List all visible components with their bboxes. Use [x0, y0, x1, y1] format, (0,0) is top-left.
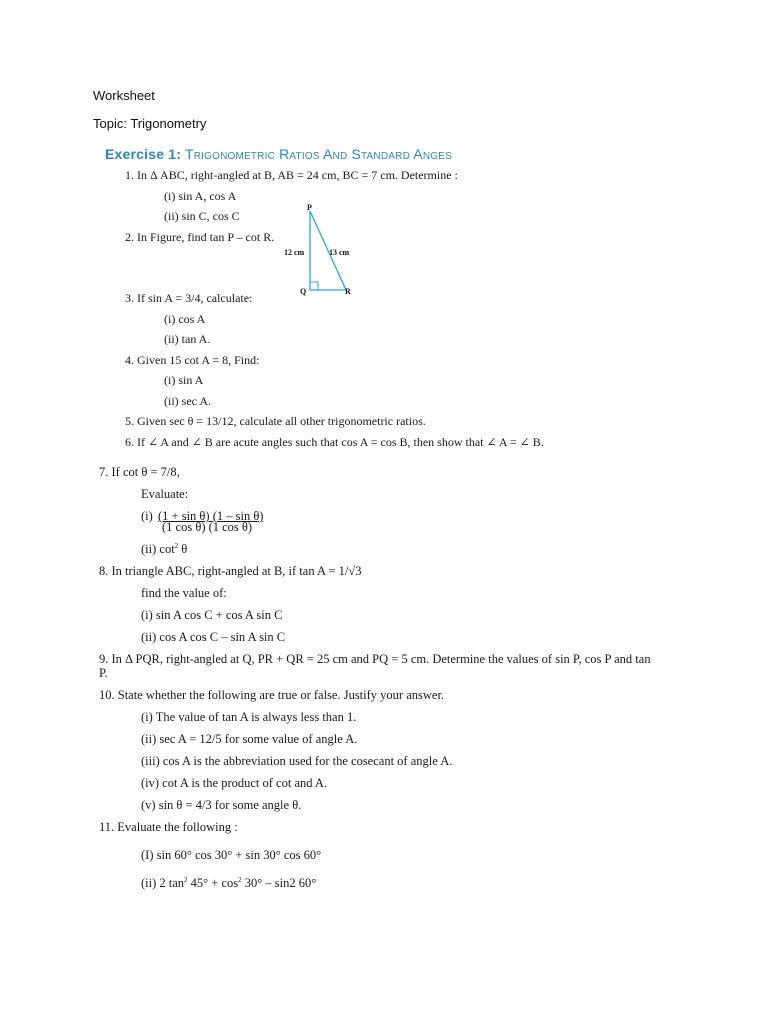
worksheet-title: Worksheet	[93, 88, 155, 103]
side-pq-label: 12 cm	[284, 248, 305, 257]
question-7-ii-text: (ii) cot	[141, 542, 175, 557]
question-4-ii: (ii) sec A.	[164, 394, 211, 408]
question-4-i: (i) sin A	[164, 373, 204, 387]
question-7-ii-theta: θ	[178, 542, 188, 557]
question-10-v: (v) sin θ = 4/3 for some angle θ.	[141, 798, 302, 812]
question-1-i: (i) sin A, cos A	[164, 189, 237, 203]
question-11-ii-part-c: 30° – sin2 60°	[241, 876, 317, 891]
question-3-i: (i) cos A	[164, 312, 206, 326]
question-10-i: (i) The value of tan A is always less than 1.	[141, 710, 357, 724]
question-8-ii: (ii) cos A cos C – sin A sin C	[141, 630, 286, 644]
question-6: 6. If ∠ A and ∠ B are acute angles such that cos A = cos B, then show that ∠ A = ∠ B.	[125, 435, 544, 449]
question-8-i: (i) sin A cos C + cos A sin C	[141, 608, 283, 622]
topic-line: Topic: Trigonometry	[93, 116, 207, 131]
vertex-q-label: Q	[300, 287, 307, 296]
question-7-i-numerator: (1 + sin θ) (1 – sin θ)	[158, 509, 264, 523]
question-11-ii-superscript-2: 2	[238, 876, 242, 884]
question-8-find: find the value of:	[141, 586, 227, 600]
question-3: 3. If sin A = 3/4, calculate:	[125, 291, 253, 305]
question-7-ii-superscript: 2	[174, 542, 179, 550]
question-7-evaluate: Evaluate:	[141, 487, 189, 501]
vertex-p-label: P	[307, 203, 312, 212]
question-10-iv: (iv) cot A is the product of cot and A.	[141, 776, 328, 790]
question-11-ii-part-b: 45° + cos	[187, 876, 239, 891]
question-7-i-denominator: (1 cos θ) (1 cos θ)	[162, 520, 253, 534]
question-9: 9. In Δ PQR, right-angled at Q, PR + QR = 25 cm and PQ = 5 cm. Determine the values of sin P, cos P and tan P.	[99, 652, 651, 680]
question-10: 10. State whether the following are true or false. Justify your answer.	[99, 688, 445, 702]
question-1: 1. In Δ ABC, right-angled at B, AB = 24 cm, BC = 7 cm. Determine :	[125, 168, 458, 182]
question-5: 5. Given sec θ = 13/12, calculate all other trigonometric ratios.	[125, 414, 426, 428]
right-angle-marker	[310, 282, 318, 290]
exercise-title: Trigonometric Ratios And Standard Anges	[184, 146, 452, 162]
triangle-figure	[280, 200, 370, 300]
question-7-i-label: (i)	[141, 509, 153, 523]
question-4: 4. Given 15 cot A = 8, Find:	[125, 353, 260, 367]
exercise-heading	[105, 146, 452, 162]
question-11-ii	[141, 876, 316, 891]
question-1-ii: (ii) sin C, cos C	[164, 209, 240, 223]
side-pr-label: 13 cm	[329, 248, 350, 257]
question-8: 8. In triangle ABC, right-angled at B, if tan A = 1/√3	[99, 564, 362, 578]
question-7: 7. If cot θ = 7/8,	[99, 465, 180, 479]
question-11: 11. Evaluate the following :	[99, 820, 238, 834]
question-10-iii: (iii) cos A is the abbreviation used for the cosecant of angle A.	[141, 754, 453, 768]
vertex-r-label: R	[345, 287, 351, 296]
exercise-label: Exercise 1:	[105, 146, 182, 162]
question-3-ii: (ii) tan A.	[164, 332, 211, 346]
question-11-i: (I) sin 60° cos 30° + sin 30° cos 60°	[141, 848, 322, 862]
question-7-ii	[141, 542, 187, 557]
question-10-ii: (ii) sec A = 12/5 for some value of angle A.	[141, 732, 358, 746]
question-11-ii-part-a: (ii) 2 tan	[141, 876, 185, 891]
question-2: 2. In Figure, find tan P – cot R.	[125, 230, 275, 244]
question-11-ii-superscript-1: 2	[184, 876, 188, 884]
